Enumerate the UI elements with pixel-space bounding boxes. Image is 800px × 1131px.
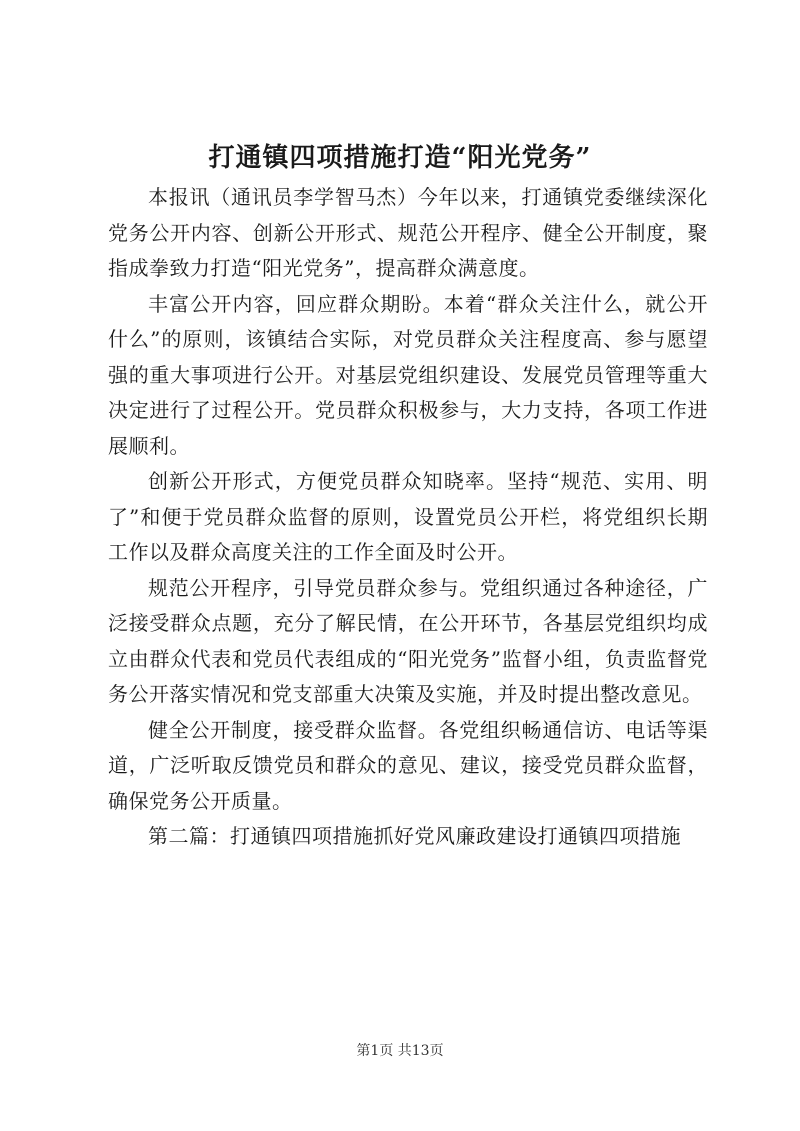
paragraph: 丰富公开内容，回应群众期盼。本着“群众关注什么，就公开什么”的原则，该镇结合实际，对党员群众关注程度高、参与愿望强的重大事项进行公开。对基层党组织建设、发展党员管理等重大决定进行了过程公开。党员群众积极参与，大力支持，各项工作进展顺利。 (108, 291, 708, 458)
page-footer: 第1页 共13页 (356, 1043, 444, 1059)
paragraph: 规范公开程序，引导党员群众参与。党组织通过各种途径，广泛接受群众点题，充分了解民情，在公开环节，各基层党组织均成立由群众代表和党员代表组成的“阳光党务”监督小组，负责监督党务公开落实情况和党支部重大决策及实施，并及时提出整改意见。 (108, 575, 708, 706)
paragraph: 创新公开形式，方便党员群众知晓率。坚持“规范、实用、明了”和便于党员群众监督的原则，设置党员公开栏，将党组织长期工作以及群众高度关注的工作全面及时公开。 (108, 469, 708, 564)
paragraph: 第二篇：打通镇四项措施抓好党风廉政建设打通镇四项措施 (148, 824, 681, 848)
paragraph: 本报讯（通讯员李学智马杰）今年以来，打通镇党委继续深化党务公开内容、创新公开形式、规范公开程序、健全公开制度，聚指成拳致力打造“阳光党务”，提高群众满意度。 (108, 185, 708, 280)
paragraph: 健全公开制度，接受群众监督。各党组织畅通信访、电话等渠道，广泛听取反馈党员和群众的意见、建议，接受党员群众监督，确保党务公开质量。 (108, 717, 708, 813)
document-body (108, 180, 708, 855)
document-title: 打通镇四项措施打造“阳光党务” (208, 143, 592, 173)
